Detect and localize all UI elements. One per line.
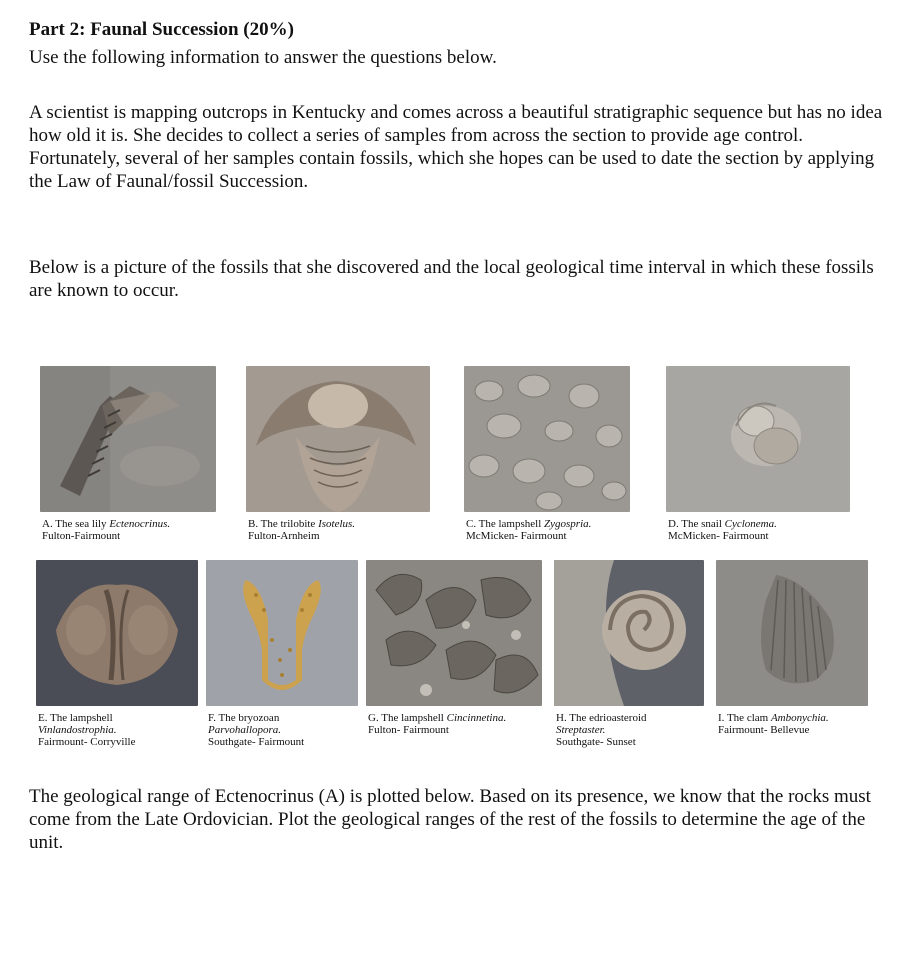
caption-i: I. The clam Ambonychia. Fairmount- Bellevue: [718, 712, 829, 736]
caption-f: F. The bryozoan Parvohallopora. Southgate- Fairmount: [208, 712, 305, 748]
trilobite-fossil-photo: [246, 366, 430, 512]
bryozoan-fossil-photo: [206, 560, 358, 706]
crinoid-fossil-photo: [40, 366, 216, 512]
part-heading: Part 2: Faunal Succession (20%): [29, 19, 294, 40]
fossil-intro-paragraph: Below is a picture of the fossils that she discovered and the local geological time interval in which these fossils are known to occur.: [29, 257, 874, 301]
caption-h: H. The edrioasteroid Streptaster. Southgate- Sunset: [556, 712, 647, 748]
brachiopod-fossil-photo: [36, 560, 198, 706]
intro-paragraph: A scientist is mapping outcrops in Kentucky and comes across a beautiful stratigraphic sequence but has no idea how old it is. She decides to collect a series of samples from across the section to provide age control. Fortunately, several of her samples contain fossils, which she hopes can be used to date the section by applying the Law of Faunal/fossil Succession.: [29, 102, 883, 192]
caption-b: B. The trilobite Isotelus. Fulton-Arnheim: [248, 518, 356, 542]
caption-g: G. The lampshell Cincinnetina. Fulton- Fairmount: [368, 712, 507, 736]
instructions: Use the following information to answer the questions below.: [29, 47, 497, 68]
caption-e: E. The lampshell Vinlandostrophia. Fairmount- Corryville: [38, 712, 136, 748]
caption-a: A. The sea lily Ectenocrinus. Fulton-Fairmount: [42, 518, 171, 542]
caption-d: D. The snail Cyclonema. McMicken- Fairmount: [668, 518, 777, 542]
brachiopod-slab-photo: [464, 366, 630, 512]
conclusion-paragraph: The geological range of Ectenocrinus (A) is plotted below. Based on its presence, we know that the rocks must come from the Late Ordovician. Plot the geological ranges of the rest of the fossils to determine the age of the unit.: [29, 786, 871, 853]
lampshell-slab-photo: [366, 560, 542, 706]
caption-c: C. The lampshell Zygospria. McMicken- Fairmount: [466, 518, 592, 542]
snail-fossil-photo: [666, 366, 850, 512]
edrioasteroid-fossil-photo: [554, 560, 704, 706]
clam-fossil-photo: [716, 560, 868, 706]
